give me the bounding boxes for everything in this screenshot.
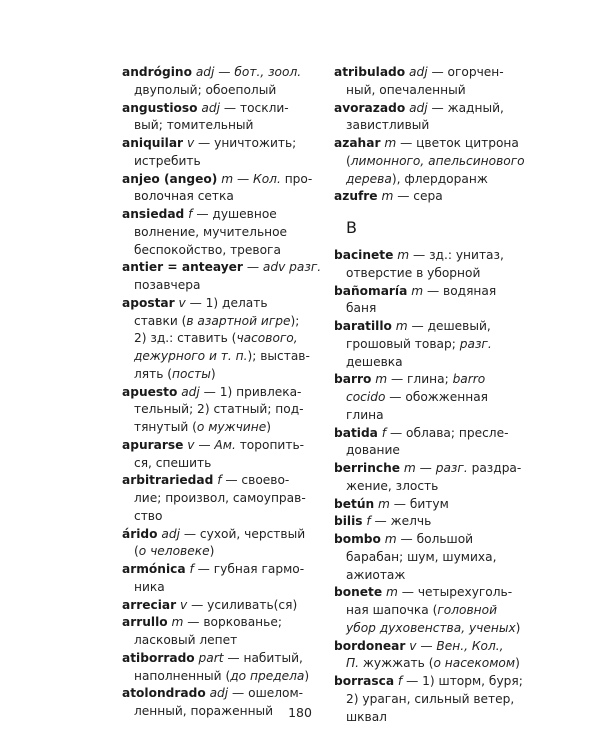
headword: apostar <box>122 295 175 310</box>
entry-line-continued <box>122 224 317 242</box>
headword: atribulado <box>334 65 406 79</box>
headword: andrógino <box>122 65 192 79</box>
italic-label: m — Кол. <box>217 171 281 186</box>
dictionary-entry <box>334 283 529 319</box>
entry-line-first <box>334 673 529 691</box>
entry-line-continued <box>122 348 317 366</box>
italic-label: m <box>391 319 408 333</box>
dictionary-entry <box>122 100 317 136</box>
definition-text: ся, спешить <box>134 455 212 470</box>
italic-label: adj <box>157 526 180 541</box>
entry-line-continued <box>334 82 529 100</box>
italic-label: f <box>377 425 387 440</box>
dictionary-entry <box>334 188 529 206</box>
definition-text: — цветок цитрона <box>396 136 519 150</box>
entry-line-first <box>122 135 317 153</box>
entry-line-continued <box>334 153 529 171</box>
italic-label: adj — бот., зоол. <box>191 65 302 79</box>
entry-line-continued <box>334 117 529 135</box>
italic-label: о мужчине <box>196 420 267 434</box>
dictionary-entry <box>122 64 317 100</box>
entry-line-continued <box>334 354 529 372</box>
dictionary-entry <box>122 171 317 207</box>
italic-label: — adv разг. <box>242 260 322 275</box>
italic-label: П. <box>346 656 360 671</box>
definition-text: ленный, пораженный <box>134 704 274 718</box>
definition-text: ная шапочка ( <box>346 603 438 617</box>
definition-text: — водяная <box>423 283 497 298</box>
dictionary-entry <box>122 614 317 650</box>
headword: borrasca <box>334 674 395 688</box>
definition-text: грошовый товар; <box>346 336 460 351</box>
definition-text: ( <box>346 153 351 168</box>
headword: atolondrado <box>122 686 206 701</box>
headword: angustioso <box>122 100 198 115</box>
entry-line-continued <box>122 490 317 508</box>
definition-text: волочная сетка <box>134 189 234 204</box>
italic-label: adj <box>177 384 200 399</box>
definition-text: барабан; шум, шумиха, <box>346 549 497 564</box>
definition-text: жужжать ( <box>359 656 434 671</box>
dictionary-entry <box>122 526 317 562</box>
definition-text: ) <box>266 420 271 434</box>
definition-text: наполненный ( <box>134 668 231 683</box>
italic-label: v <box>174 295 186 310</box>
entry-line-first <box>122 561 317 579</box>
entry-line-continued <box>334 655 529 673</box>
entry-line-continued <box>122 188 317 206</box>
dictionary-entry <box>334 460 529 496</box>
entry-line-continued <box>334 549 529 567</box>
entry-line-first <box>122 472 317 490</box>
headword: arrullo <box>122 615 168 630</box>
headword: arbitrariedad <box>122 473 214 488</box>
entry-line-continued <box>334 602 529 620</box>
definition-text: истребить <box>134 153 201 168</box>
italic-label: v — Ам. <box>183 437 236 452</box>
headword: bacinete <box>334 248 394 262</box>
italic-label: головной <box>437 603 497 617</box>
dictionary-entry <box>122 650 317 686</box>
entry-line-first <box>334 638 529 656</box>
definition-text: ); выстав- <box>247 349 310 363</box>
headword: árido <box>122 526 158 541</box>
definition-text: торопить- <box>235 437 305 452</box>
entry-line-continued <box>334 567 529 585</box>
definition-text: беспокойство, тревога <box>134 242 281 257</box>
definition-text: жение, злость <box>346 478 439 493</box>
dictionary-entry <box>122 561 317 597</box>
dictionary-entry <box>122 135 317 171</box>
headword: azufre <box>334 189 378 204</box>
entry-line-first <box>122 526 317 544</box>
definition-text: ласковый лепет <box>134 633 238 647</box>
italic-label: barro <box>452 372 486 387</box>
dictionary-entry <box>334 64 529 100</box>
entry-line-first <box>122 259 322 277</box>
definition-text: — душевное <box>192 207 277 221</box>
headword: ansiedad <box>122 207 185 221</box>
definition-text: ) <box>209 544 215 559</box>
entry-line-continued <box>122 366 317 384</box>
entry-line-first <box>334 247 529 265</box>
entry-line-continued <box>122 632 317 650</box>
definition-text: ) <box>304 668 310 683</box>
definition-text: дование <box>346 443 400 458</box>
definition-text: вый; томительный <box>134 118 254 133</box>
definition-text: ставки ( <box>134 313 187 328</box>
entry-line-continued <box>122 242 317 260</box>
entry-line-first <box>334 64 529 82</box>
italic-label: f <box>184 207 193 221</box>
entry-line-first <box>122 384 317 402</box>
headword: apuesto <box>122 384 178 399</box>
italic-label: f <box>394 674 403 688</box>
definition-text: — усиливать(ся) <box>187 597 298 612</box>
left-column <box>122 64 322 721</box>
entry-line-first <box>334 584 529 602</box>
entry-line-continued <box>122 668 317 686</box>
definition-text: раздра- <box>467 461 522 475</box>
entry-line-continued <box>334 265 529 283</box>
italic-label: adj <box>205 686 229 701</box>
definition-text: — тоскли- <box>220 100 289 115</box>
entry-line-continued <box>334 171 529 189</box>
entry-line-continued <box>334 389 529 407</box>
dictionary-entry <box>122 206 317 259</box>
definition-text: — большой <box>396 532 474 546</box>
headword: anjeo (angeo) <box>122 171 218 186</box>
entry-line-continued <box>334 300 529 318</box>
definition-text: завистливый <box>346 118 430 133</box>
entry-line-continued <box>122 543 317 561</box>
entry-line-continued <box>334 442 529 460</box>
definition-text: — сухой, черствый <box>179 526 306 541</box>
entry-line-continued <box>334 407 529 425</box>
dictionary-entry <box>334 531 529 584</box>
entry-line-continued <box>334 336 529 354</box>
entry-line-continued <box>122 579 317 597</box>
definition-text: — глина; <box>387 372 453 387</box>
entry-line-continued <box>122 117 317 135</box>
entry-line-first <box>334 283 529 301</box>
headword: armónica <box>122 562 186 576</box>
definition-text: ) <box>515 656 520 671</box>
headword: antier = anteayer <box>122 260 243 275</box>
definition-text: ство <box>134 508 163 523</box>
definition-text: — уничтожить; <box>194 136 297 150</box>
italic-label: f <box>362 514 371 529</box>
entry-line-continued <box>122 153 317 171</box>
definition-text: двуполый; обоеполый <box>134 82 277 97</box>
definition-text: — огорчен- <box>427 65 504 79</box>
entry-line-first <box>122 685 317 703</box>
dictionary-entry <box>122 597 317 615</box>
entry-line-first <box>334 135 529 153</box>
entry-line-first <box>334 513 529 531</box>
entry-line-first <box>122 437 317 455</box>
dictionary-entry <box>334 371 529 424</box>
italic-label: v <box>176 597 188 612</box>
definition-text: — 1) делать <box>185 295 268 310</box>
definition-text: — сера <box>393 189 443 204</box>
definition-text: ), флердоранж <box>391 171 488 186</box>
entry-line-continued <box>122 277 317 295</box>
entry-line-first <box>334 531 529 549</box>
italic-label: m <box>393 248 410 262</box>
headword: barro <box>334 372 372 387</box>
entry-line-continued <box>122 508 317 526</box>
definition-text: — зд.: унитаз, <box>409 248 504 262</box>
entry-line-first <box>334 460 529 478</box>
definition-text: — желчь <box>370 514 432 529</box>
headword: batida <box>334 425 378 440</box>
entry-line-first <box>334 318 529 336</box>
italic-label: f <box>185 562 194 576</box>
headword: betún <box>334 496 375 511</box>
section-letter: B <box>346 218 357 237</box>
italic-label: до предела <box>230 668 305 683</box>
definition-text: отверстие в уборной <box>346 265 481 280</box>
definition-text: шквал <box>346 709 387 724</box>
definition-text: — своево- <box>221 473 290 488</box>
dictionary-entry <box>122 472 317 525</box>
headword: baratillo <box>334 319 392 333</box>
italic-label: посты <box>172 366 211 381</box>
entry-line-first <box>334 371 529 389</box>
entry-line-continued <box>122 82 317 100</box>
definition-text: позавчера <box>134 278 201 292</box>
definition-text: 2) зд.: ставить ( <box>134 331 237 346</box>
headword: atiborrado <box>122 650 195 665</box>
definition-text: — четырехуголь- <box>397 585 513 600</box>
definition-text: про- <box>280 171 313 186</box>
entry-line-first <box>122 295 317 313</box>
dictionary-entry <box>334 135 529 188</box>
italic-label: часового, <box>236 331 298 346</box>
dictionary-entry <box>122 437 317 473</box>
definition-text: лять ( <box>134 366 173 381</box>
definition-text: — битум <box>389 496 449 511</box>
definition-text: — обожженная <box>385 390 488 404</box>
entry-line-first <box>334 496 529 514</box>
italic-label: убор духовенства, ученых <box>346 620 516 635</box>
headword: berrinche <box>334 461 401 475</box>
italic-label: о насекомом <box>433 656 516 671</box>
definition-text: тянутый ( <box>134 420 197 434</box>
headword: bonete <box>334 585 383 600</box>
headword: aniquilar <box>122 136 184 150</box>
entry-line-continued <box>334 478 529 496</box>
definition-text: ника <box>134 579 165 594</box>
italic-label: v <box>183 136 195 150</box>
entry-line-first <box>122 614 317 632</box>
italic-label: m <box>167 615 184 630</box>
italic-label: f <box>213 473 222 488</box>
headword: azahar <box>334 136 381 150</box>
entry-line-first <box>122 64 317 82</box>
italic-label: m <box>407 283 424 298</box>
dictionary-entry <box>334 425 529 461</box>
dictionary-entry <box>334 513 529 531</box>
entry-line-continued <box>334 620 529 638</box>
definition-text: ный, опечаленный <box>346 82 466 97</box>
page-number: 180 <box>288 705 312 720</box>
italic-label: m <box>380 532 397 546</box>
definition-text: — облава; пресле- <box>386 425 509 440</box>
italic-label: adj <box>405 65 428 79</box>
definition-text: дешевка <box>346 354 403 369</box>
definition-text: ) <box>210 366 216 381</box>
definition-text: — набитый, <box>223 650 303 665</box>
dictionary-entry <box>334 638 529 674</box>
italic-label: в азартной игре <box>186 313 291 328</box>
dictionary-entry <box>334 584 529 637</box>
italic-label: m — разг. <box>400 461 468 475</box>
italic-label: дерева <box>346 171 392 186</box>
entry-line-first <box>122 171 317 189</box>
italic-label: m <box>374 496 390 511</box>
definition-text: — ошелом- <box>228 686 304 701</box>
entry-line-continued <box>122 313 317 331</box>
definition-text: ( <box>134 544 139 559</box>
definition-text: — 1) шторм, буря; <box>402 674 523 688</box>
italic-label: лимонного, апельсинового <box>350 153 525 168</box>
headword: avorazado <box>334 100 406 115</box>
dictionary-entry <box>122 295 317 384</box>
entry-line-continued <box>122 419 317 437</box>
italic-label: part <box>194 650 224 665</box>
entry-line-first <box>334 100 529 118</box>
italic-label: adj <box>197 100 221 115</box>
dictionary-entry <box>122 384 317 437</box>
dictionary-entry <box>334 496 529 514</box>
dictionary-entry <box>334 318 529 371</box>
entry-line-continued <box>122 401 317 419</box>
definition-text: — дешевый, <box>407 319 491 333</box>
italic-label: v — Вен., Кол., <box>405 638 504 653</box>
definition-text: ); <box>290 313 300 328</box>
italic-label: разг. <box>459 336 492 351</box>
right-column <box>334 64 529 726</box>
entry-line-continued <box>122 455 317 473</box>
entry-line-first <box>334 425 529 443</box>
definition-text: глина <box>346 407 384 422</box>
definition-text: ажиотаж <box>346 567 406 582</box>
definition-text: 2) ураган, сильный ветер, <box>346 691 515 706</box>
dictionary-entry <box>334 100 529 136</box>
definition-text: — воркованье; <box>183 615 282 630</box>
definition-text: — 1) привлека- <box>199 384 302 399</box>
headword: arreciar <box>122 597 177 612</box>
entry-line-first <box>122 206 317 224</box>
definition-text: тельный; 2) статный; под- <box>134 402 304 417</box>
definition-text: баня <box>346 301 377 316</box>
headword: apurarse <box>122 437 184 452</box>
italic-label: о человеке <box>138 544 210 559</box>
entry-line-first <box>122 597 317 615</box>
italic-label: дежурного и т. п. <box>134 349 248 363</box>
italic-label: adj <box>405 100 428 115</box>
dictionary-entry <box>122 259 322 295</box>
italic-label: m <box>377 189 394 204</box>
headword: bordonear <box>334 638 406 653</box>
italic-label: cocido <box>346 390 386 404</box>
definition-text: — губная гармо- <box>193 562 305 576</box>
entry-line-first <box>122 100 317 118</box>
definition-text: волнение, мучительное <box>134 224 288 239</box>
definition-text: — жадный, <box>427 100 504 115</box>
headword: bombo <box>334 532 381 546</box>
italic-label: m <box>382 585 398 600</box>
definition-text: ) <box>515 620 521 635</box>
headword: bañomaría <box>334 283 408 298</box>
italic-label: m <box>371 372 388 387</box>
headword: bilis <box>334 514 363 529</box>
entry-line-first <box>122 650 317 668</box>
entry-line-continued <box>122 330 317 348</box>
dictionary-entry <box>334 247 529 283</box>
italic-label: m <box>380 136 397 150</box>
definition-text: лие; произвол, самоуправ- <box>134 491 306 505</box>
entry-line-first <box>334 188 529 206</box>
